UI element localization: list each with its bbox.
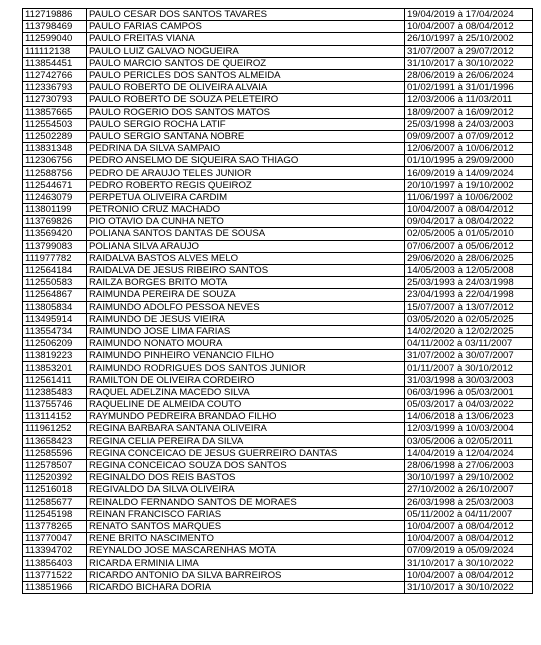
- person-name-cell: RICARDO ANTONIO DA SILVA BARREIROS: [87, 569, 405, 581]
- period-cell: 10/04/2007 à 08/04/2012: [405, 204, 533, 216]
- person-name-cell: PEDRO ROBERTO REGIS QUEIROZ: [87, 179, 405, 191]
- period-cell: 30/10/1997 à 29/10/2002: [405, 472, 533, 484]
- table-row: [23, 569, 533, 581]
- table-row: [23, 520, 533, 532]
- period-cell: 09/04/2017 à 08/04/2022: [405, 216, 533, 228]
- person-name-cell: REGINA CONCEICAO SOUZA DOS SANTOS: [87, 459, 405, 471]
- record-id-cell: 113569420: [23, 228, 87, 240]
- period-cell: 31/10/2017 à 30/10/2022: [405, 557, 533, 569]
- record-id-cell: 112564184: [23, 264, 87, 276]
- person-name-cell: PEDRO ANSELMO DE SIQUEIRA SAO THIAGO: [87, 155, 405, 167]
- table-row: [23, 423, 533, 435]
- record-id-cell: 112544671: [23, 179, 87, 191]
- record-id-cell: 113755746: [23, 399, 87, 411]
- person-name-cell: PEDRO DE ARAUJO TELES JUNIOR: [87, 167, 405, 179]
- record-id-cell: 113801199: [23, 204, 87, 216]
- person-name-cell: POLIANA SILVA ARAUJO: [87, 240, 405, 252]
- table-row: [23, 545, 533, 557]
- person-name-cell: RAQUELINE DE ALMEIDA COUTO: [87, 399, 405, 411]
- record-id-cell: 112516018: [23, 484, 87, 496]
- table-row: [23, 106, 533, 118]
- person-name-cell: PEDRINA DA SILVA SAMPAIO: [87, 143, 405, 155]
- table-row: [23, 204, 533, 216]
- table-row: [23, 459, 533, 471]
- table-row: [23, 399, 533, 411]
- record-id-cell: 112385483: [23, 386, 87, 398]
- table-row: [23, 557, 533, 569]
- record-id-cell: 113819223: [23, 350, 87, 362]
- person-name-cell: REGINA BARBARA SANTANA OLIVEIRA: [87, 423, 405, 435]
- table-row: [23, 45, 533, 57]
- period-cell: 14/04/2019 à 12/04/2024: [405, 447, 533, 459]
- person-name-cell: PAULO SERGIO ROCHA LATIF: [87, 118, 405, 130]
- person-name-cell: RAYMUNDO PEDREIRA BRANDAO FILHO: [87, 411, 405, 423]
- record-id-cell: 112564867: [23, 289, 87, 301]
- record-id-cell: 112742766: [23, 69, 87, 81]
- period-cell: 18/09/2007 à 16/09/2012: [405, 106, 533, 118]
- period-cell: 19/04/2019 à 17/04/2024: [405, 9, 533, 21]
- record-id-cell: 113114152: [23, 411, 87, 423]
- table-row: [23, 21, 533, 33]
- person-name-cell: PIO OTAVIO DA CUNHA NETO: [87, 216, 405, 228]
- person-name-cell: RAIDALVA BASTOS ALVES MELO: [87, 252, 405, 264]
- table-row: [23, 581, 533, 593]
- table-row: [23, 33, 533, 45]
- person-name-cell: POLIANA SANTOS DANTAS DE SOUSA: [87, 228, 405, 240]
- person-name-cell: PAULO LUIZ GALVAO NOGUEIRA: [87, 45, 405, 57]
- record-id-cell: 112463079: [23, 191, 87, 203]
- record-id-cell: 112554503: [23, 118, 87, 130]
- period-cell: 10/04/2007 à 08/04/2012: [405, 520, 533, 532]
- record-id-cell: 112550583: [23, 277, 87, 289]
- person-name-cell: RAMILTON DE OLIVEIRA CORDEIRO: [87, 374, 405, 386]
- period-cell: 12/06/2007 à 10/06/2012: [405, 143, 533, 155]
- person-name-cell: REGINA CONCEICAO DE JESUS GUERREIRO DANTAS: [87, 447, 405, 459]
- table-row: [23, 350, 533, 362]
- person-name-cell: RAIDALVA DE JESUS RIBEIRO SANTOS: [87, 264, 405, 276]
- person-name-cell: PETRONIO CRUZ MACHADO: [87, 204, 405, 216]
- record-id-cell: 112730793: [23, 94, 87, 106]
- person-name-cell: REGINA CELIA PEREIRA DA SILVA: [87, 435, 405, 447]
- table-row: [23, 69, 533, 81]
- person-name-cell: REGIVALDO DA SILVA OLIVEIRA: [87, 484, 405, 496]
- record-id-cell: 113853201: [23, 362, 87, 374]
- period-cell: 04/11/2002 à 03/11/2007: [405, 338, 533, 350]
- period-cell: 10/04/2007 à 08/04/2012: [405, 533, 533, 545]
- table-row: [23, 167, 533, 179]
- record-id-cell: 113771522: [23, 569, 87, 581]
- table-row: [23, 411, 533, 423]
- period-cell: 27/10/2002 à 26/10/2007: [405, 484, 533, 496]
- person-name-cell: RAIMUNDO JOSE LIMA FARIAS: [87, 325, 405, 337]
- period-cell: 20/10/1997 à 19/10/2002: [405, 179, 533, 191]
- record-id-cell: 112578507: [23, 459, 87, 471]
- record-id-cell: 111961252: [23, 423, 87, 435]
- record-id-cell: 112520392: [23, 472, 87, 484]
- period-cell: 12/03/1999 à 10/03/2004: [405, 423, 533, 435]
- period-cell: 01/10/1995 à 29/09/2000: [405, 155, 533, 167]
- record-id-cell: 112336793: [23, 82, 87, 94]
- person-name-cell: RAIMUNDO NONATO MOURA: [87, 338, 405, 350]
- record-id-cell: 113805834: [23, 301, 87, 313]
- table-row: [23, 338, 533, 350]
- record-id-cell: 113798469: [23, 21, 87, 33]
- period-cell: 05/03/2017 à 04/03/2022: [405, 399, 533, 411]
- person-name-cell: RAIMUNDO DE JESUS VIEIRA: [87, 313, 405, 325]
- person-name-cell: REGINALDO DOS REIS BASTOS: [87, 472, 405, 484]
- table-row: [23, 484, 533, 496]
- period-cell: 26/10/1997 à 25/10/2002: [405, 33, 533, 45]
- period-cell: 11/06/1997 à 10/06/2002: [405, 191, 533, 203]
- table-row: [23, 130, 533, 142]
- record-id-cell: 113658423: [23, 435, 87, 447]
- period-cell: 14/05/2003 à 12/05/2008: [405, 264, 533, 276]
- person-name-cell: PAULO CESAR DOS SANTOS TAVARES: [87, 9, 405, 21]
- record-id-cell: 113495914: [23, 313, 87, 325]
- person-name-cell: PAULO ROBERTO DE SOUZA PELETEIRO: [87, 94, 405, 106]
- table-row: [23, 264, 533, 276]
- table-row: [23, 216, 533, 228]
- records-table: [22, 8, 533, 594]
- record-id-cell: 112719886: [23, 9, 87, 21]
- person-name-cell: RICARDA ERMINIA LIMA: [87, 557, 405, 569]
- period-cell: 03/05/2020 à 02/05/2025: [405, 313, 533, 325]
- person-name-cell: REINALDO FERNANDO SANTOS DE MORAES: [87, 496, 405, 508]
- table-row: [23, 362, 533, 374]
- table-row: [23, 533, 533, 545]
- person-name-cell: PAULO FREITAS VIANA: [87, 33, 405, 45]
- period-cell: 15/07/2007 à 13/07/2012: [405, 301, 533, 313]
- table-row: [23, 325, 533, 337]
- record-id-cell: 112306756: [23, 155, 87, 167]
- person-name-cell: RAIMUNDO RODRIGUES DOS SANTOS JUNIOR: [87, 362, 405, 374]
- period-cell: 31/07/2002 à 30/07/2007: [405, 350, 533, 362]
- table-row: [23, 9, 533, 21]
- person-name-cell: PERPETUA OLIVEIRA CARDIM: [87, 191, 405, 203]
- period-cell: 06/03/1996 à 05/03/2001: [405, 386, 533, 398]
- table-row: [23, 313, 533, 325]
- record-id-cell: 111977782: [23, 252, 87, 264]
- table-row: [23, 191, 533, 203]
- table-row: [23, 57, 533, 69]
- person-name-cell: PAULO ROGERIO DOS SANTOS MATOS: [87, 106, 405, 118]
- period-cell: 23/04/1993 à 22/04/1998: [405, 289, 533, 301]
- record-id-cell: 113831348: [23, 143, 87, 155]
- record-id-cell: 113854451: [23, 57, 87, 69]
- period-cell: 26/03/1998 à 25/03/2003: [405, 496, 533, 508]
- record-id-cell: 113770047: [23, 533, 87, 545]
- person-name-cell: RAILZA BORGES BRITO MOTA: [87, 277, 405, 289]
- period-cell: 07/09/2019 à 05/09/2024: [405, 545, 533, 557]
- period-cell: 28/06/1998 à 27/06/2003: [405, 459, 533, 471]
- person-name-cell: RAQUEL ADELZINA MACEDO SILVA: [87, 386, 405, 398]
- record-id-cell: 113554734: [23, 325, 87, 337]
- person-name-cell: REINAN FRANCISCO FARIAS: [87, 508, 405, 520]
- table-row: [23, 179, 533, 191]
- period-cell: 01/02/1991 à 31/01/1996: [405, 82, 533, 94]
- period-cell: 05/11/2002 à 04/11/2007: [405, 508, 533, 520]
- period-cell: 29/06/2020 à 28/06/2025: [405, 252, 533, 264]
- table-row: [23, 277, 533, 289]
- person-name-cell: RAIMUNDA PEREIRA DE SOUZA: [87, 289, 405, 301]
- period-cell: 07/06/2007 à 05/06/2012: [405, 240, 533, 252]
- person-name-cell: RAIMUNDO PINHEIRO VENANCIO FILHO: [87, 350, 405, 362]
- table-row: [23, 82, 533, 94]
- table-row: [23, 435, 533, 447]
- period-cell: 28/06/2019 à 26/06/2024: [405, 69, 533, 81]
- period-cell: 10/04/2007 à 08/04/2012: [405, 21, 533, 33]
- record-id-cell: 112561411: [23, 374, 87, 386]
- person-name-cell: PAULO MARCIO SANTOS DE QUEIROZ: [87, 57, 405, 69]
- table-row: [23, 252, 533, 264]
- person-name-cell: RENE BRITO NASCIMENTO: [87, 533, 405, 545]
- table-row: [23, 386, 533, 398]
- period-cell: 10/04/2007 à 08/04/2012: [405, 569, 533, 581]
- record-id-cell: 113851966: [23, 581, 87, 593]
- person-name-cell: PAULO SERGIO SANTANA NOBRE: [87, 130, 405, 142]
- table-row: [23, 240, 533, 252]
- record-id-cell: 112502289: [23, 130, 87, 142]
- period-cell: 31/03/1998 à 30/03/2003: [405, 374, 533, 386]
- table-row: [23, 228, 533, 240]
- record-id-cell: 113778265: [23, 520, 87, 532]
- period-cell: 16/09/2019 à 14/09/2024: [405, 167, 533, 179]
- record-id-cell: 112585677: [23, 496, 87, 508]
- period-cell: 12/03/2006 à 11/03/2011: [405, 94, 533, 106]
- period-cell: 09/09/2007 à 07/09/2012: [405, 130, 533, 142]
- record-id-cell: 113769826: [23, 216, 87, 228]
- period-cell: 31/07/2007 à 29/07/2012: [405, 45, 533, 57]
- record-id-cell: 111112138: [23, 45, 87, 57]
- record-id-cell: 112506209: [23, 338, 87, 350]
- period-cell: 14/06/2018 à 13/06/2023: [405, 411, 533, 423]
- person-name-cell: PAULO PERICLES DOS SANTOS ALMEIDA: [87, 69, 405, 81]
- table-row: [23, 472, 533, 484]
- record-id-cell: 112545198: [23, 508, 87, 520]
- person-name-cell: RAIMUNDO ADOLFO PESSOA NEVES: [87, 301, 405, 313]
- period-cell: 31/10/2017 à 30/10/2022: [405, 57, 533, 69]
- record-id-cell: 113856403: [23, 557, 87, 569]
- person-name-cell: PAULO FARIAS CAMPOS: [87, 21, 405, 33]
- person-name-cell: REYNALDO JOSE MASCARENHAS MOTA: [87, 545, 405, 557]
- record-id-cell: 112599040: [23, 33, 87, 45]
- record-id-cell: 113394702: [23, 545, 87, 557]
- record-id-cell: 113857665: [23, 106, 87, 118]
- person-name-cell: RICARDO BICHARA DORIA: [87, 581, 405, 593]
- table-row: [23, 496, 533, 508]
- record-id-cell: 112585596: [23, 447, 87, 459]
- table-row: [23, 143, 533, 155]
- table-row: [23, 155, 533, 167]
- record-id-cell: 113799083: [23, 240, 87, 252]
- table-row: [23, 447, 533, 459]
- period-cell: 03/05/2006 à 02/05/2011: [405, 435, 533, 447]
- table-row: [23, 301, 533, 313]
- period-cell: 25/03/1993 à 24/03/1998: [405, 277, 533, 289]
- period-cell: 25/03/1998 à 24/03/2003: [405, 118, 533, 130]
- table-row: [23, 508, 533, 520]
- records-table-body: [23, 9, 533, 594]
- period-cell: 02/05/2005 à 01/05/2010: [405, 228, 533, 240]
- period-cell: 31/10/2017 à 30/10/2022: [405, 581, 533, 593]
- table-row: [23, 94, 533, 106]
- person-name-cell: RENATO SANTOS MARQUES: [87, 520, 405, 532]
- person-name-cell: PAULO ROBERTO DE OLIVEIRA ALVAIA: [87, 82, 405, 94]
- record-id-cell: 112588756: [23, 167, 87, 179]
- table-row: [23, 374, 533, 386]
- table-row: [23, 289, 533, 301]
- table-row: [23, 118, 533, 130]
- period-cell: 14/02/2020 à 12/02/2025: [405, 325, 533, 337]
- period-cell: 01/11/2007 à 30/10/2012: [405, 362, 533, 374]
